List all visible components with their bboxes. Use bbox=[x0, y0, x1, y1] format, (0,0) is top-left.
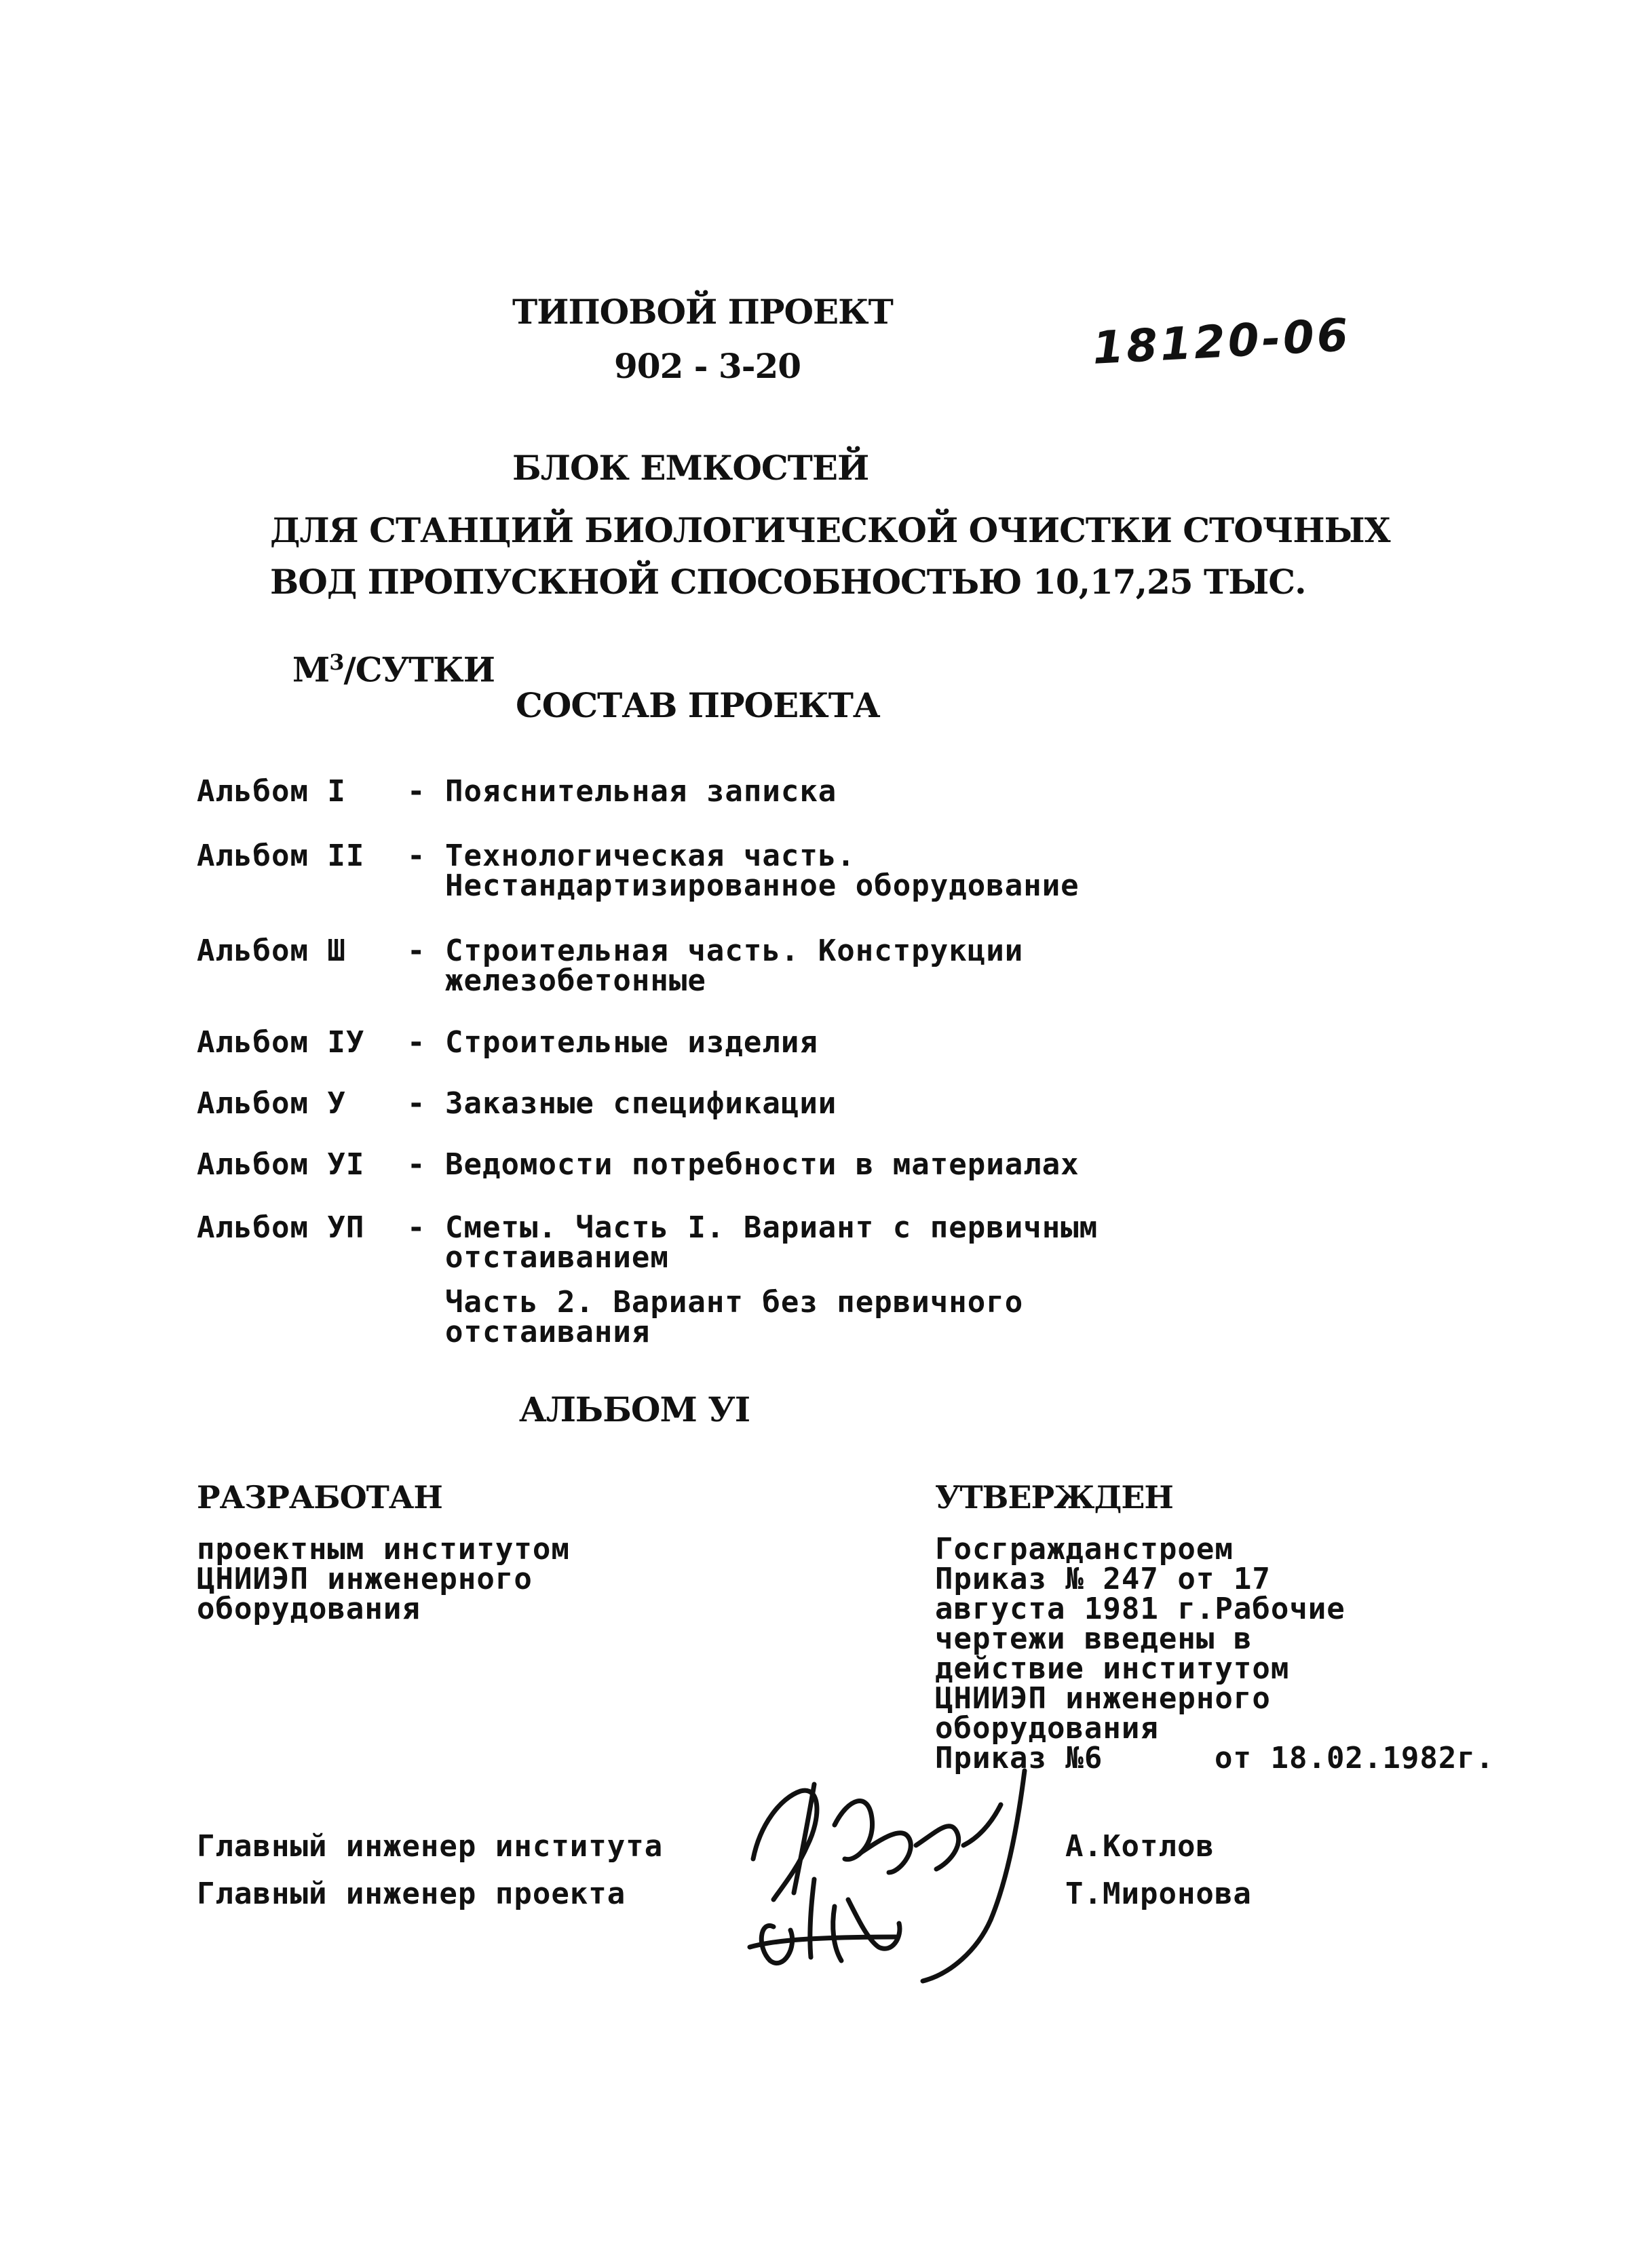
album-description: Строительная часть. Конструкции bbox=[445, 934, 1024, 968]
album-label: Альбом II bbox=[197, 839, 365, 873]
album-description: Строительные изделия bbox=[445, 1025, 818, 1060]
developed-line: оборудования bbox=[197, 1592, 421, 1626]
developed-heading: РАЗРАБОТАН bbox=[197, 1479, 442, 1516]
album-description: Сметы. Часть I. Вариант с первичным bbox=[445, 1210, 1099, 1245]
signatory-name-1: А.Котлов bbox=[1065, 1829, 1215, 1864]
album-description: Технологическая часть. bbox=[445, 839, 856, 873]
approved-line: оборудования bbox=[935, 1711, 1159, 1746]
unit-rest: /СУТКИ bbox=[343, 649, 495, 690]
developed-line: ЦНИИЭП инженерного bbox=[197, 1562, 533, 1596]
approved-line: чертежи введены в bbox=[935, 1621, 1253, 1656]
project-number: 902 - 3-20 bbox=[614, 346, 801, 386]
approved-order-label: Приказ №6 bbox=[935, 1741, 1103, 1775]
unit-base: М bbox=[292, 649, 330, 690]
approved-order-date: от 18.02.1982г. bbox=[1215, 1741, 1495, 1775]
album-label: Альбом I bbox=[197, 774, 346, 809]
object-title: БЛОК ЕМКОСТЕЙ bbox=[512, 448, 869, 488]
object-line-2: ВОД ПРОПУСКНОЙ СПОСОБНОСТЬЮ 10,17,25 ТЫС. bbox=[270, 562, 1306, 602]
current-album: АЛЬБОМ УI bbox=[519, 1389, 750, 1429]
album-description: Заказные спецификации bbox=[445, 1086, 837, 1121]
handwritten-signature bbox=[733, 1744, 1086, 1995]
chief-engineer-institute: Главный инженер института bbox=[197, 1829, 664, 1864]
approved-line: Приказ № 247 от 17 bbox=[935, 1562, 1271, 1596]
album-description: Ведомости потребности в материалах bbox=[445, 1147, 1080, 1182]
chief-engineer-project: Главный инженер проекта bbox=[197, 1877, 626, 1911]
album-label: Альбом IУ bbox=[197, 1025, 365, 1060]
approved-heading: УТВЕРЖДЕН bbox=[935, 1479, 1173, 1516]
object-line-1: ДЛЯ СТАНЦИЙ БИОЛОГИЧЕСКОЙ ОЧИСТКИ СТОЧНЫХ bbox=[270, 510, 1390, 550]
album-label: Альбом Ш bbox=[197, 934, 346, 968]
project-type: ТИПОВОЙ ПРОЕКТ bbox=[512, 292, 893, 332]
signatory-name-2: Т.Миронова bbox=[1065, 1877, 1252, 1911]
album-label: Альбом УI bbox=[197, 1147, 365, 1182]
album-dash: - bbox=[407, 839, 426, 873]
album-description: Нестандартизированное оборудование bbox=[445, 868, 1080, 903]
album-dash: - bbox=[407, 1025, 426, 1060]
approved-line: Госгражданстроем bbox=[935, 1532, 1234, 1567]
object-unit bbox=[270, 609, 495, 690]
developed-line: проектным институтом bbox=[197, 1532, 570, 1567]
album-dash: - bbox=[407, 934, 426, 968]
approved-line: августа 1981 г.Рабочие bbox=[935, 1592, 1345, 1626]
approved-line: ЦНИИЭП инженерного bbox=[935, 1681, 1271, 1716]
album-description: отстаивания bbox=[445, 1315, 651, 1349]
approved-line: действие институтом bbox=[935, 1651, 1290, 1686]
album-dash: - bbox=[407, 1210, 426, 1245]
album-description: железобетонные bbox=[445, 963, 706, 998]
album-label: Альбом У bbox=[197, 1086, 346, 1121]
album-dash: - bbox=[407, 774, 426, 809]
album-description: отстаиванием bbox=[445, 1240, 669, 1275]
album-label: Альбом УП bbox=[197, 1210, 365, 1245]
handwritten-code: 18120-06 bbox=[1091, 309, 1352, 374]
album-description: Часть 2. Вариант без первичного bbox=[445, 1285, 1024, 1320]
album-dash: - bbox=[407, 1086, 426, 1121]
album-description: Пояснительная записка bbox=[445, 774, 837, 809]
composition-heading: СОСТАВ ПРОЕКТА bbox=[516, 685, 880, 725]
album-dash: - bbox=[407, 1147, 426, 1182]
unit-superscript: 3 bbox=[329, 649, 344, 675]
